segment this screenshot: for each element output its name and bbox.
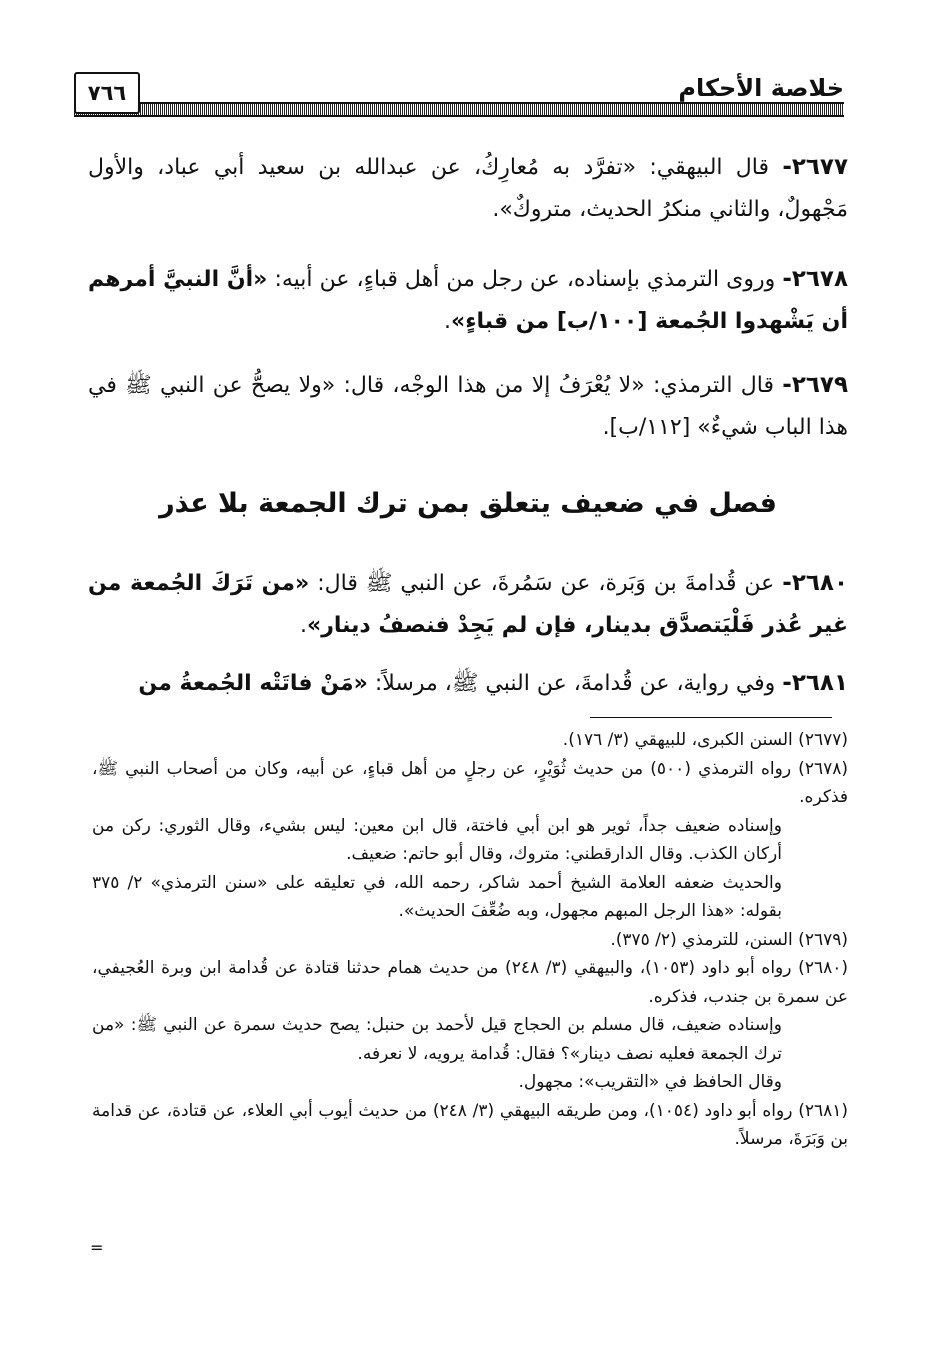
entry-2677	[88, 146, 848, 231]
footnote-2680-comment: وقال الحافظ في «التقريب»: مجهول.	[518, 1072, 782, 1092]
footnote-2677: (٢٦٧٧) السنن الكبرى، للبيهقي (٣/ ١٧٦).	[562, 730, 848, 750]
footnote-2680: (٢٦٨٠) رواه أبو داود (١٠٥٣)، والبيهقي (٣/ ٢٤٨) من حديث همام حدثنا قتادة عن قُدامة ابن وبرة العُجيفي، عن سمرة بن جندب، فذكره.	[92, 958, 848, 1007]
footnote-2678: (٢٦٧٨) رواه الترمذي (٥٠٠) من حديث ثُوَيْرٍ، عن رجلٍ من أهل قباءٍ، عن أبيه، وكان من أصحاب النبي ﷺ، فذكره.	[92, 758, 848, 807]
footnote-2680-comment: وإسناده ضعيف، قال مسلم بن الحجاج قيل لأحمد بن حنبل: يصح حديث سمرة عن النبي ﷺ: «من ترك الجمعة فعليه نصف دينار»؟ فقال: قُدامة يرويه، لا نعرفه.	[92, 1015, 782, 1064]
footnote-2678-comment: وإسناده ضعيف جداً، ثوير هو ابن أبي فاختة، قال ابن معين: ليس بشيء، وقال الثوري: ركن من أركان الكذب. وقال الدارقطني: متروك، وقال أبو حاتم: ضعيف.	[92, 815, 782, 864]
entry-number: ٢٦٧٩-	[782, 372, 848, 398]
continuation-marker: =	[90, 1238, 104, 1257]
entry-text: وفي رواية، عن قُدامةَ، عن النبي ﷺ، مرسلاً:	[374, 671, 776, 696]
entry-text: قال البيهقي: «تفرَّد به مُعارِكُ، عن عبدالله بن سعيد أبي عباد، والأول مَجْهولٌ، والثاني منكرُ الحديث، متروكٌ».	[88, 155, 848, 222]
entry-number: ٢٦٨٠-	[782, 570, 848, 596]
entry-2681	[88, 662, 848, 705]
section-heading: فصل في ضعيف يتعلق بمن ترك الجمعة بلا عذر	[159, 488, 777, 519]
entry-text-end: .	[444, 309, 452, 334]
footnote-2678-comment: والحديث ضعفه العلامة الشيخ أحمد شاكر، رحمه الله، في تعليقه على «سنن الترمذي» ٢/ ٣٧٥ بقوله: «هذا الرجل المبهم مجهول، وبه ضُعِّفَ الحديث».	[92, 872, 782, 921]
entry-number: ٢٦٨١-	[782, 670, 848, 696]
entry-text: قال الترمذي: «لا يُعْرَفُ إلا من هذا الوجْه، قال: «ولا يصحُّ عن النبي ﷺ في هذا الباب شيءٌ» [١١٢/ب].	[88, 373, 848, 440]
footnote-2679: (٢٦٧٩) السنن، للترمذي (٢/ ٣٧٥).	[610, 929, 848, 950]
entry-number: ٢٦٧٧-	[782, 154, 849, 180]
entry-text: عن قُدامةَ بن وَبَرة، عن سَمُرةَ، عن النبي ﷺ قال:	[317, 571, 775, 596]
entry-number: ٢٦٧٨-	[782, 266, 849, 292]
entry-quote: «مَنْ فاتَتْه الجُمعةُ من	[138, 671, 368, 696]
entry-quote: «أنَّ النبيَّ أمرهم أن يَشْهدوا الجُمعة [١٠٠/ب] من قباءٍ»	[88, 267, 848, 334]
page-number: ٧٦٦	[74, 72, 140, 114]
entry-2679	[88, 364, 848, 449]
book-title: خلاصة الأحكام	[678, 74, 844, 102]
entry-text-end: .	[300, 613, 308, 638]
entry-2680	[88, 562, 848, 647]
page-header	[74, 72, 844, 122]
header-rule	[74, 102, 844, 117]
footnote-2681: (٢٦٨١) رواه أبو داود (١٠٥٤)، ومن طريقه البيهقي (٣/ ٢٤٨) من حديث أيوب أبي العلاء، عن قتادة، عن قدامة بن وَبَرَةَ، مرسلاً.	[92, 1100, 848, 1149]
footnote-divider	[590, 717, 832, 718]
entry-2678	[88, 258, 848, 343]
entry-text: وروى الترمذي بإسناده، عن رجل من أهل قباءٍ، عن أبيه:	[274, 267, 776, 292]
entry-quote: «من تَرَكَ الجُمعة من غير عُذر فَلْيَتصدَّق بدينار، فإن لم يَجِدْ فنصفُ دينار»	[88, 571, 848, 638]
footnotes	[92, 726, 848, 1154]
